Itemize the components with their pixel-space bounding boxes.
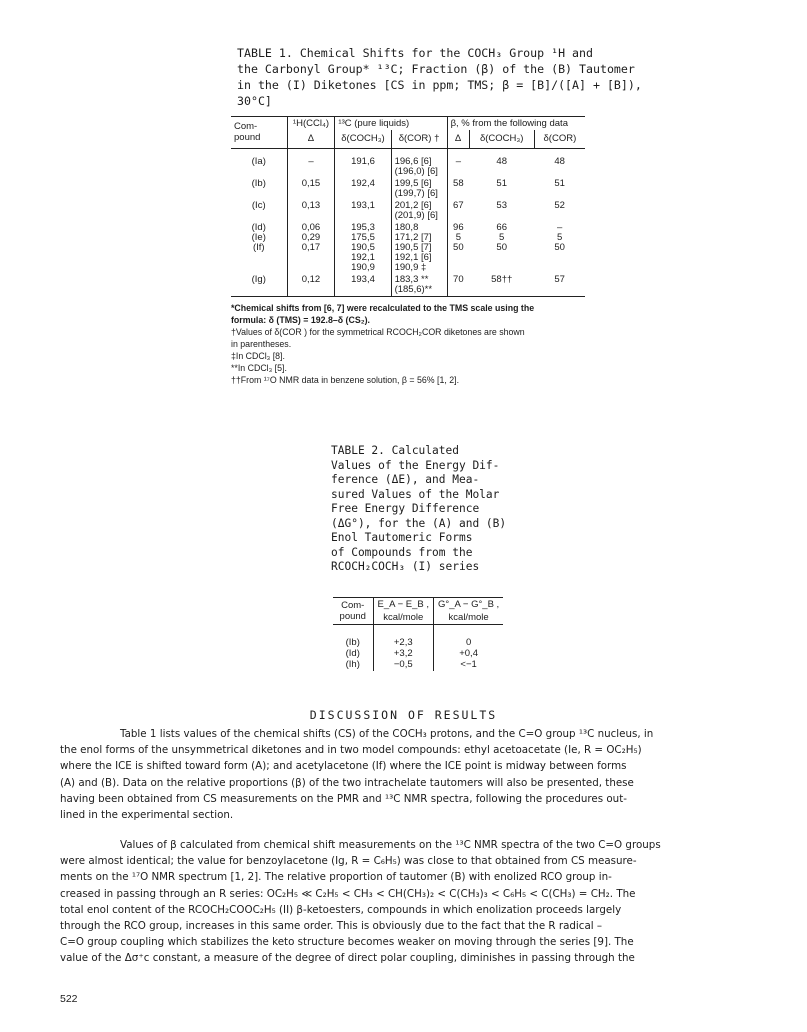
cell-beta-coch3: 53 <box>496 200 507 211</box>
cell-compound: (Ig) <box>231 274 287 297</box>
table2-caption <box>331 444 507 575</box>
table2 <box>333 597 503 671</box>
cell-beta-coch3: 51 <box>496 178 507 189</box>
table1-caption <box>237 45 642 109</box>
caption-line: Values of the Energy Dif- <box>331 458 500 472</box>
caption-line: Free Energy Difference <box>331 502 480 515</box>
cell-beta-cor: 52 <box>554 200 565 211</box>
text-line: value of the Δσ⁺c constant, a measure of the degree of direct polar coupling, diminishes in passing through the <box>60 952 635 965</box>
cell-beta-delta: 70 <box>447 274 469 297</box>
text-line: through the RCO group, increases in this same order. This is obviously due to the fact that the R radical – <box>60 920 603 933</box>
footnote: ††From ¹⁷O NMR data in benzene solution, β = 56% [1, 2]. <box>231 375 460 385</box>
header-c13: ¹³C (pure liquids) <box>335 117 447 131</box>
cell-delta: 0,12 <box>287 274 335 297</box>
cell-beta-delta: 96 5 50 <box>447 222 469 274</box>
caption-line: ference (ΔE), and Mea- <box>331 473 480 486</box>
cell-beta-coch3: 48 <box>496 156 507 167</box>
caption-line: in the (I) Diketones [CS in ppm; TMS; β = [B]/([A] + [B]), <box>237 78 642 92</box>
table-row <box>231 200 585 222</box>
table-row <box>333 625 503 672</box>
cell-cor: 201,2 [6] (201,9) [6] <box>391 200 447 222</box>
header-h-ccl4: ¹H(CCl₄) <box>287 117 335 131</box>
cell-beta-delta: 67 <box>447 200 469 222</box>
caption-line: Enol Tautomeric Forms <box>331 531 473 544</box>
header-compound: Com- pound <box>333 598 373 625</box>
cell-compound: (Ib) <box>251 178 266 189</box>
text-line: having been obtained from CS measurements on the PMR and ¹³C NMR spectra, following the procedures out- <box>60 792 627 805</box>
cell-delta: 0,06 0,29 0,17 <box>287 222 335 274</box>
header-beta-cor: δ(COR) <box>534 130 585 148</box>
caption-line: sured Values of the Molar <box>331 487 500 501</box>
section-title: DISCUSSION OF RESULTS <box>309 708 498 722</box>
cell-compound: (Ic) <box>251 200 266 211</box>
cell-beta-coch3: 66 5 50 <box>496 222 507 253</box>
text-line: (A) and (B). Data on the relative proportions (β) of the two intrachelate tautomers will also be presented, these <box>60 776 634 789</box>
cell-coch3: 192,4 <box>335 178 391 200</box>
footnote: **In CDCl₃ [5]. <box>231 363 287 373</box>
cell-beta-coch3: 58†† <box>469 274 534 297</box>
cell-cor: 199,5 [6] (199,7) [6] <box>391 178 447 200</box>
text-line: Values of β calculated from chemical shift measurements on the ¹³C NMR spectra of the two C=O groups <box>120 839 661 851</box>
caption-line: 30°C] <box>237 94 272 108</box>
table-row <box>231 274 585 297</box>
header-beta-delta: Δ <box>447 130 469 148</box>
text-line: total enol content of the RCOCH₂COOC₂H₅ (II) β-ketoesters, compounds in which enolization proceeds largely <box>60 903 622 916</box>
cell-beta-cor: 48 <box>554 156 565 167</box>
header-delta: Δ <box>287 130 335 148</box>
cell-compound: (Id) (Ie) (If) <box>251 222 266 253</box>
cell-beta-cor: 57 <box>534 274 585 297</box>
cell-compound: (Ia) <box>251 156 266 167</box>
header-delta-e: E_A − E_B , <box>373 598 434 612</box>
header-coch3: δ(COCH₃) <box>335 130 391 148</box>
table-row <box>231 156 585 178</box>
cell-coch3: 195,3 175,5 190,5 192,1 190,9 <box>335 222 391 274</box>
text-line: creased in passing through an R series: OC₂H₅ ≪ C₂H₅ < CH₃ < CH(CH₃)₂ < C(CH₃)₃ < C₆H₅ < C(CH₃) = CH₂. The <box>60 887 636 900</box>
text-line: lined in the experimental section. <box>60 809 234 822</box>
caption-line: the Carbonyl Group* ¹³C; Fraction (β) of the (B) Tautomer <box>237 62 635 76</box>
cell-cor: 183,3 ** (185,6)** <box>391 274 447 297</box>
cell-compound: (Ib) (Id) (Ih) <box>345 637 360 670</box>
header-delta-g-unit: kcal/mole <box>434 611 504 625</box>
header-beta-coch3: δ(COCH₃) <box>469 130 534 148</box>
footnote: in parentheses. <box>231 339 292 349</box>
cell-coch3: 193,1 <box>335 200 391 222</box>
text-line: the enol forms of the unsymmetrical diketones and in two model compounds: ethyl acetoacetate (Ie, R = OC₂H₅) <box>60 744 642 757</box>
cell-delta-g: 0 +0,4 <−1 <box>434 625 504 672</box>
cell-coch3: 193,4 <box>335 274 391 297</box>
text-line: C=O group coupling which stabilizes the keto structure becomes weaker on moving through the series [9]. The <box>60 936 634 949</box>
caption-line: RCOCH₂COCH₃ (I) series <box>331 560 480 573</box>
table1-footnotes <box>231 302 591 386</box>
header-delta-g: G°_A − G°_B , <box>434 598 504 612</box>
header-compound: Com- pound <box>231 117 287 149</box>
cell-beta-cor: – 5 50 <box>554 222 565 253</box>
footnote: formula: δ (TMS) = 192.8–δ (CS₂). <box>231 315 370 325</box>
page-number: 522 <box>60 993 78 1005</box>
header-cor: δ(COR) † <box>391 130 447 148</box>
table-row <box>231 222 585 274</box>
cell-beta-cor: 51 <box>554 178 565 189</box>
cell-cor: 196,6 [6] (196,0) [6] <box>391 156 447 178</box>
footnote: ‡In CDCl₃ [8]. <box>231 351 285 361</box>
footnote: †Values of δ(COR ) for the symmetrical RCOCH₂COR diketones are shown <box>231 327 525 337</box>
text-line: Table 1 lists values of the chemical shifts (CS) of the COCH₃ protons, and the C=O group ¹³C nucleus, in <box>120 728 654 740</box>
paragraph <box>60 837 750 967</box>
caption-line: TABLE 1. Chemical Shifts for the COCH₃ Group ¹H and <box>237 46 593 60</box>
cell-cor: 180,8 171,2 [7] 190,5 [7] 192,1 [6] 190,9 ‡ <box>391 222 447 274</box>
paragraph <box>60 726 750 823</box>
header-delta-e-unit: kcal/mole <box>373 611 434 625</box>
cell-coch3: 191,6 <box>335 156 391 178</box>
text-line: where the ICE is shifted toward form (A); and acetylacetone (If) where the ICE point is midway between forms <box>60 760 627 773</box>
table1 <box>231 116 585 297</box>
text-line: ments on the ¹⁷O NMR spectrum [1, 2]. The relative proportion of tautomer (B) with enolized RCO group in- <box>60 871 612 884</box>
cell-delta: – <box>287 156 335 178</box>
header-beta: β, % from the following data <box>447 117 585 131</box>
cell-beta-delta: – <box>447 156 469 178</box>
cell-delta-e: +2,3 +3,2 −0,5 <box>373 625 434 672</box>
text-line: were almost identical; the value for benzoylacetone (Ig, R = C₆H₅) was close to that obtained from CS measure- <box>60 855 637 868</box>
cell-delta: 0,15 <box>287 178 335 200</box>
caption-line: (ΔG°), for the (A) and (B) <box>331 516 507 530</box>
caption-line: TABLE 2. Calculated <box>331 444 459 457</box>
footnote: *Chemical shifts from [6, 7] were recalculated to the TMS scale using the <box>231 303 535 313</box>
cell-delta: 0,13 <box>287 200 335 222</box>
caption-line: of Compounds from the <box>331 545 473 559</box>
cell-beta-delta: 58 <box>447 178 469 200</box>
table-row <box>231 178 585 200</box>
